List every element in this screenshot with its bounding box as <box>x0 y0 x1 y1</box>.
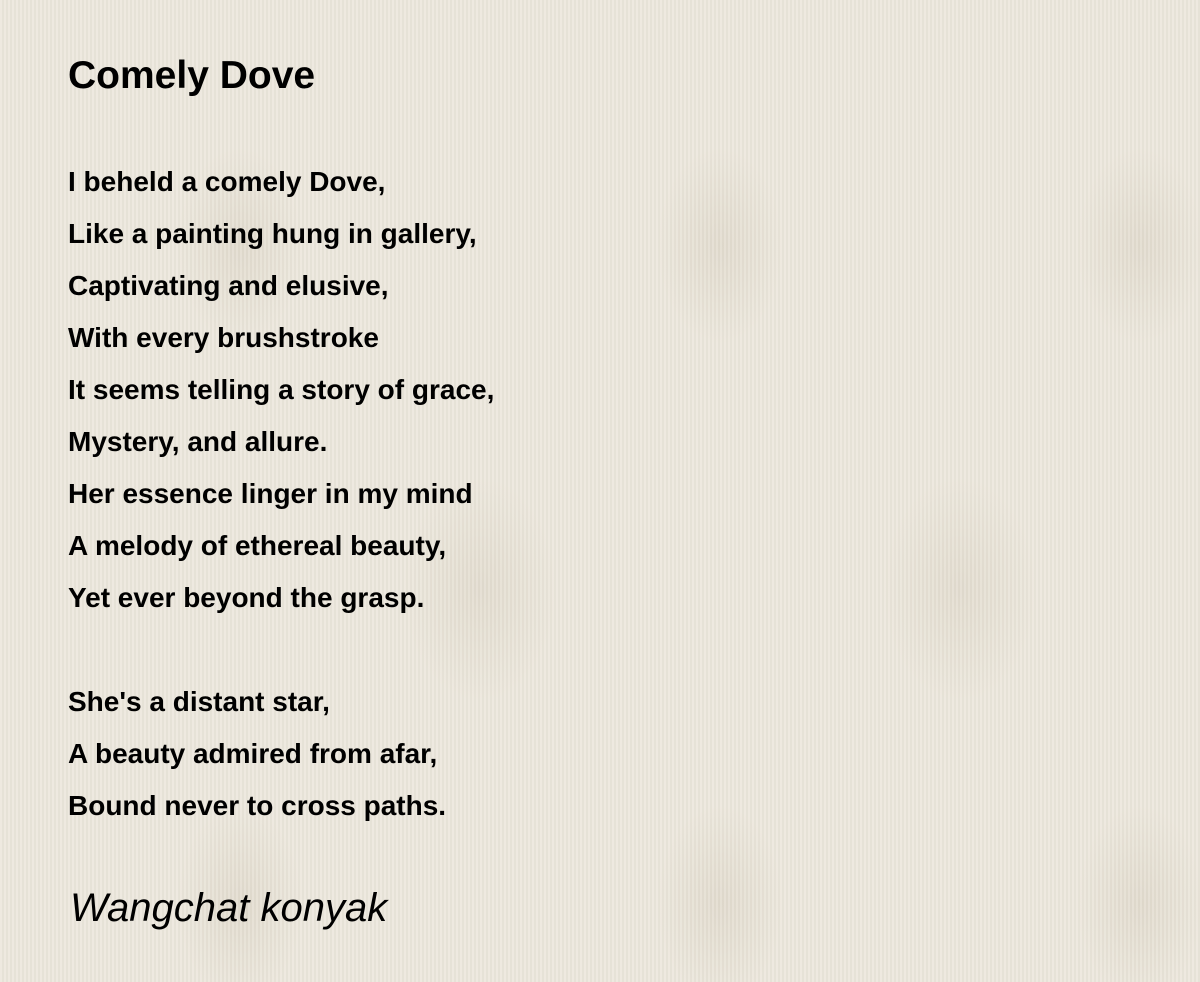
poem-line: Like a painting hung in gallery, <box>68 218 477 249</box>
poem-line: It seems telling a story of grace, <box>68 374 495 405</box>
poem-line: She's a distant star, <box>68 686 330 717</box>
poem-line: Captivating and elusive, <box>68 270 389 301</box>
poem-line: With every brushstroke <box>68 322 379 353</box>
stanza-2 <box>68 676 1068 832</box>
poem-card <box>68 52 1068 884</box>
poem-line: A melody of ethereal beauty, <box>68 530 447 561</box>
stanza-1 <box>68 156 1068 624</box>
poem-body <box>68 156 1068 832</box>
poem-line: I beheld a comely Dove, <box>68 166 386 197</box>
poem-line: Her essence linger in my mind <box>68 478 473 509</box>
poem-line: A beauty admired from afar, <box>68 738 438 769</box>
poem-line: Bound never to cross paths. <box>68 790 447 821</box>
poem-title: Comely Dove <box>68 54 316 97</box>
poem-author: Wangchat konyak <box>70 886 388 930</box>
poem-line: Yet ever beyond the grasp. <box>68 582 425 613</box>
poem-line: Mystery, and allure. <box>68 426 328 457</box>
